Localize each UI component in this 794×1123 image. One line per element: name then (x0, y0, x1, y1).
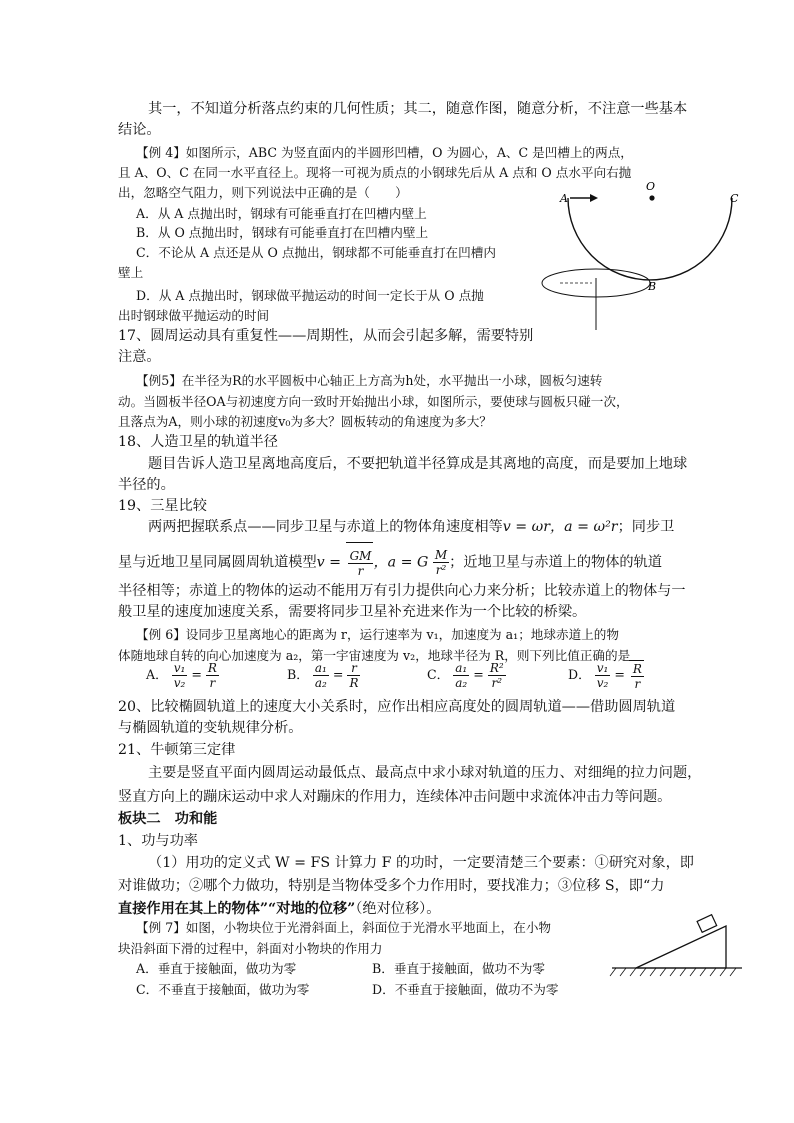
ex5-line-3: 且落点为A，则小球的初速度v₀为多大？圆板转动的角速度为多大？ (118, 414, 492, 429)
sqrt-r-over-r (629, 660, 644, 691)
frac-num: v₁ (173, 661, 186, 675)
ex4-option-c-1: C．不论从 A 点还是从 O 点抛出，钢球都不可能垂直打在凹槽内 (136, 245, 496, 260)
intro-line-1: 其一，不知道分析落点约束的几何性质；其二，随意作图，随意分析，不注意一些基本 (148, 101, 688, 117)
frac-den: v₂ (173, 676, 186, 690)
ex7-line-2: 块沿斜面下滑的过程中，斜面对小物块的作用力 (118, 941, 383, 956)
block2-para-line-3 (118, 900, 440, 918)
semicircle-groove-figure (530, 170, 750, 340)
frac-a1-a2 (453, 661, 469, 690)
section-17-line-2: 注意。 (118, 349, 161, 365)
ex7-option-b: B．垂直于接触面，做功不为零 (372, 961, 545, 976)
ex6-line-1: 【例 6】设同步卫星离地心的距离为 r，运行速率为 v₁，加速度为 a₁；地球赤道上的物 (136, 627, 619, 642)
frac-num: R (632, 662, 642, 676)
ex7-line-1: 【例 7】如图，小物块位于光滑斜面上，斜面位于光滑水平地面上，在小物 (136, 920, 552, 935)
frac-num: M (434, 548, 448, 562)
frac-num: r (347, 661, 360, 676)
block2-title: 板块二 功和能 (118, 811, 218, 827)
section-20-line-2: 与椭圆轨道的变轨规律分析。 (118, 720, 303, 736)
block2-para-line-1: （1）用功的定义式 W = FS 计算力 F 的功时，一定要清楚三个要素：①研究对象，即 (148, 855, 694, 871)
section-19-title: 19、三星比较 (118, 498, 207, 514)
formula-a-g: ，a = G (373, 554, 429, 571)
block2-para-line-2: 对谁做功；②哪个力做功，特别是当物体受多个力作用时，要找准力；③位移 S，即“力 (118, 878, 665, 894)
s19-text-2a: 星与近地卫星同属圆周轨道模型 (118, 554, 317, 571)
section-21-line-1: 主要是竖直平面内圆周运动最低点、最高点中求小球对轨道的压力、对细绳的拉力问题， (148, 765, 702, 781)
ex4-line-1: 【例 4】如图所示，ABC 为竖直面内的半圆形凹槽，O 为圆心，A、C 是凹槽上的两点， (136, 145, 633, 160)
block2-section-1: 1、功与功率 (118, 833, 198, 849)
section-20-line-1: 20、比较椭圆轨道上的速度大小关系时，应作出相应高度处的圆周轨道——借助圆周轨道 (118, 699, 676, 715)
section-19-line-3: 半径相等；赤道上的物体的运动不能用万有引力提供向心力来分析；比较赤道上的物体与一 (118, 583, 686, 599)
ex4-line-2: 且 A、O、C 在同一水平直径上。现将一可视为质点的小钢球先后从 A 点和 O 点水平向右抛 (118, 165, 632, 180)
intro-line-2: 结论。 (118, 122, 161, 138)
option-label: B． (287, 667, 309, 682)
ex4-option-c-2: 壁上 (118, 265, 144, 280)
formula-v: v = (316, 554, 342, 571)
ex6-line-2: 体随地球自转的向心加速度为 a₂，第一宇宙速度为 v₂，地球半径为 R，则下列比值正确的是 (118, 648, 631, 663)
section-18-title: 18、人造卫星的轨道半径 (118, 434, 278, 450)
frac-num: v₁ (596, 661, 609, 675)
ex7-option-a: A．垂直于接触面，做功为零 (136, 961, 297, 976)
ex5-line-1: 【例5】在半径为R的水平圆板中心轴正上方高为h处，水平抛出一小球，圆板匀速转 (136, 373, 603, 388)
formula-omega-r: v = ωr，a = ω²r (502, 519, 618, 535)
frac-a1-a2 (313, 661, 329, 690)
frac-num: GM (349, 548, 372, 563)
label-o: O (646, 180, 656, 193)
equals: = (473, 667, 484, 682)
frac-v1-v2 (595, 661, 611, 690)
frac-den: r (357, 563, 364, 578)
frac-R2-r2 (488, 661, 506, 690)
ex6-option-b (287, 660, 360, 690)
ex5-line-2: 动。当圆板半径OA与初速度方向一致时开始抛出小球，如图所示，要使球与圆板只碰一次， (118, 394, 629, 409)
frac-num: R (207, 661, 217, 675)
frac-v1-v2 (172, 661, 188, 690)
label-c: C (730, 192, 739, 205)
ex6-option-a (146, 660, 219, 690)
frac-num: R² (489, 661, 504, 675)
section-19-line-2 (118, 542, 662, 583)
ex4-line-3: 出，忽略空气阻力，则下列说法中正确的是（ ） (118, 185, 408, 200)
s19-text-1a: 两两把握联系点——同步卫星与赤道上的物体角速度相等 (148, 519, 503, 535)
frac-num: a₁ (455, 661, 468, 675)
ex4-option-d-2: 出时钢球做平抛运动的时间 (118, 308, 270, 323)
frac-den: r (634, 677, 641, 691)
frac-r-over-r (206, 661, 219, 690)
ex6-option-c (427, 660, 506, 690)
option-label: C． (427, 667, 450, 682)
equals: = (614, 667, 625, 682)
s19-text-2b: ；近地卫星与赤道上的物体的轨道 (449, 554, 662, 571)
section-18-line-2: 半径的。 (118, 477, 175, 493)
ex4-option-b: B．从 O 点抛出时，钢球有可能垂直打在凹槽内壁上 (136, 225, 429, 240)
frac-den: r² (491, 676, 503, 690)
formula-m-r2 (433, 548, 449, 577)
frac-den: r (209, 676, 216, 690)
frac-den: a₂ (455, 676, 468, 690)
ex6-option-d (568, 660, 644, 691)
frac-r-over-R (347, 661, 360, 690)
label-a: A (560, 192, 568, 205)
frac-den: v₂ (596, 676, 609, 690)
frac-den: a₂ (314, 676, 327, 690)
ex4-option-d-1: D．从 A 点抛出时，钢球做平抛运动的时间一定长于从 O 点抛 (136, 288, 484, 303)
formula-sqrt-gm-r (346, 542, 374, 583)
section-18-line-1: 题目告诉人造卫星离地高度后，不要把轨道半径算成是其离地的高度，而是要加上地球 (148, 456, 688, 472)
ex4-option-a: A．从 A 点抛出时，钢球有可能垂直打在凹槽内壁上 (136, 206, 427, 221)
equals: = (191, 667, 202, 682)
section-19-line-4: 般卫星的速度加速度关系，需要将同步卫星补充进来作为一个比较的桥梁。 (118, 604, 587, 620)
ex7-option-d: D．不垂直于接触面，做功不为零 (372, 982, 559, 997)
inclined-plane-figure (608, 908, 746, 978)
frac-den: R (349, 676, 359, 690)
label-b: B (648, 280, 657, 293)
section-21-title: 21、牛顿第三定律 (118, 742, 236, 758)
plain-phrase: （绝对位移）。 (355, 901, 441, 917)
bold-phrase: 直接作用在其上的物体”“对地的位移” (118, 901, 356, 917)
equals: = (332, 667, 344, 682)
s19-text-1b: ；同步卫 (617, 519, 675, 535)
section-21-line-2: 竖直方向上的蹦床运动中求人对蹦床的作用力，连续体冲击问题中求流体冲击力等问题。 (118, 789, 672, 805)
option-label: D． (568, 667, 591, 682)
ex7-option-c: C．不垂直于接触面，做功为零 (136, 982, 310, 997)
section-17-line-1: 17、圆周运动具有重复性——周期性，从而会引起多解，需要特别 (118, 328, 534, 344)
frac-num: a₁ (314, 661, 327, 675)
section-19-line-1 (148, 507, 674, 547)
option-label: A． (146, 667, 168, 682)
frac-den: r² (435, 563, 447, 577)
